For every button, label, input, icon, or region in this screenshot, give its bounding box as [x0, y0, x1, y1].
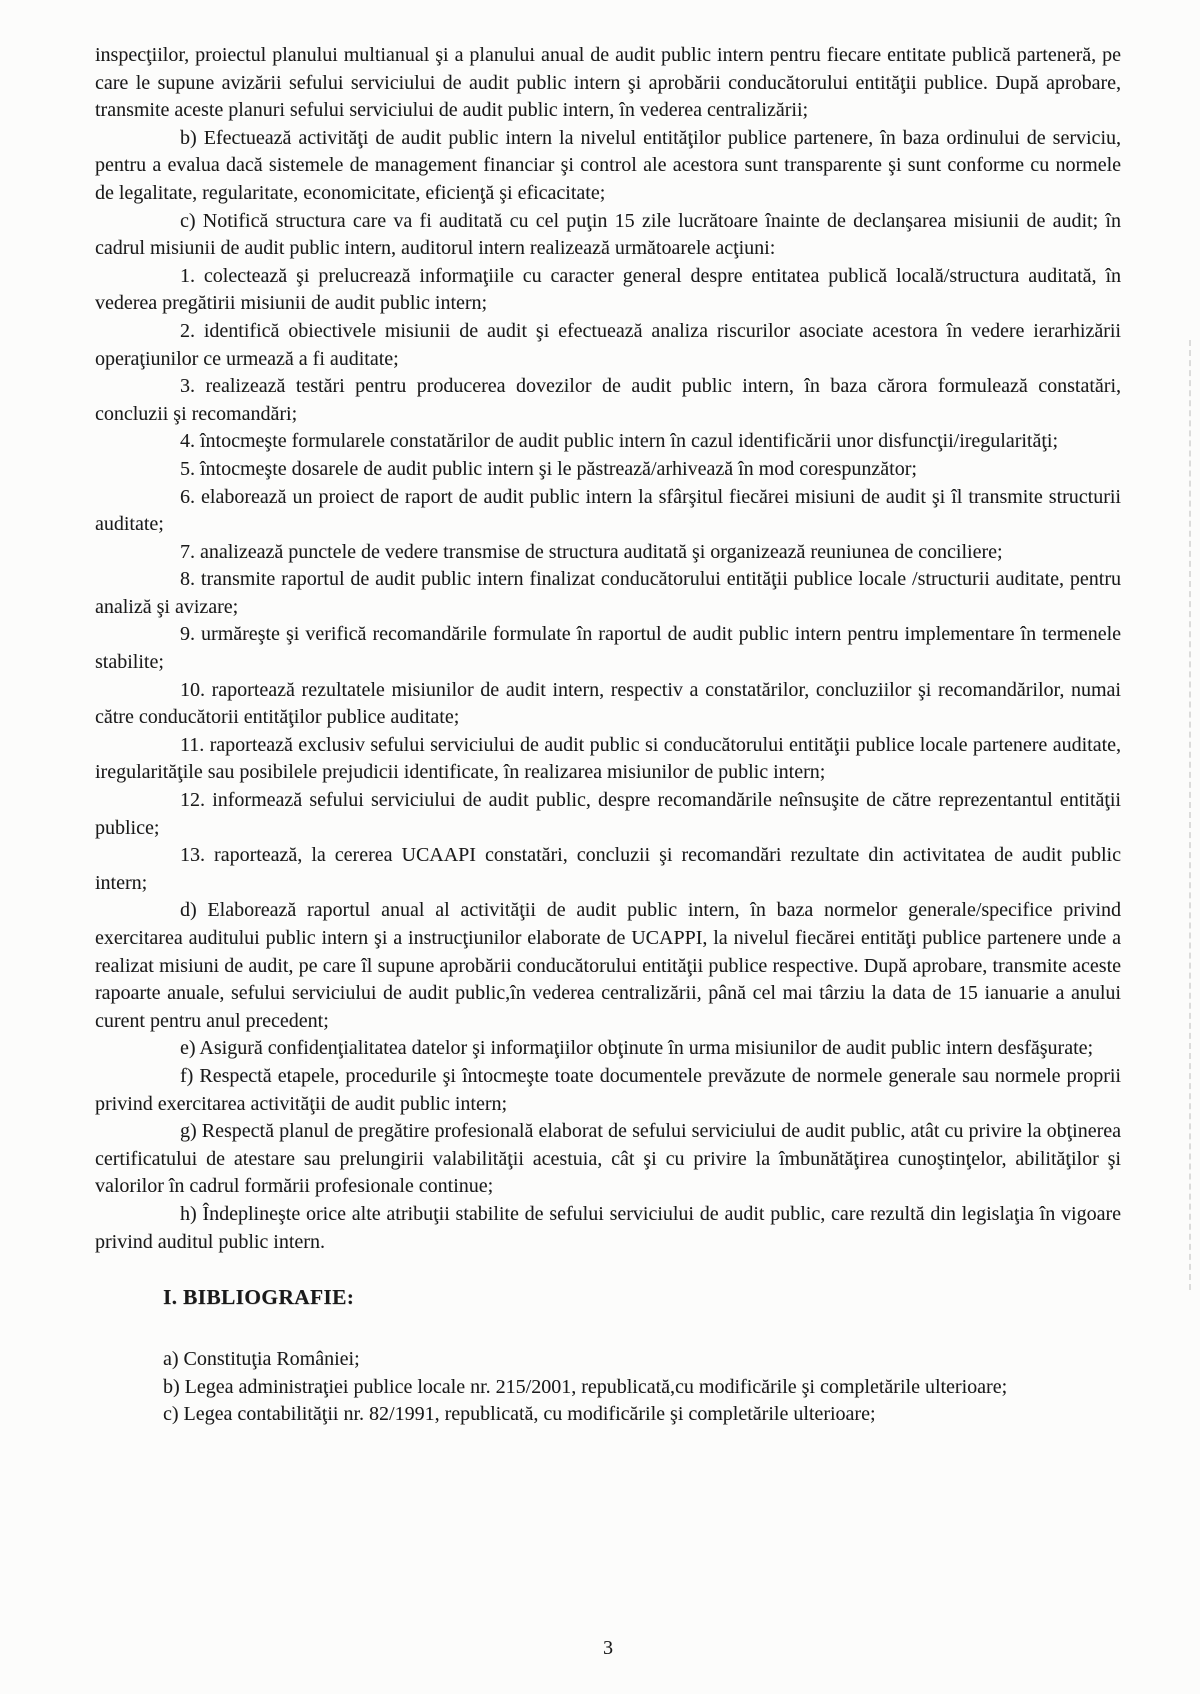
list-item-7: 7. analizează punctele de vedere transmise de structura auditată şi organizează reuniunea de conciliere;	[180, 540, 1003, 563]
bibliography-item-b: b) Legea administraţiei publice locale nr. 215/2001, republicată,cu modificările şi completările ulterioare;	[163, 1375, 1008, 1398]
bibliography-item-c: c) Legea contabilităţii nr. 82/1991, republicată, cu modificările şi completările ulterioare;	[163, 1403, 876, 1426]
list-item-3: 3. realizează testări pentru producerea dovezilor de audit public intern, în baza cărora formulează constatări, concluzii şi recomandări;	[95, 375, 1121, 425]
list-item-5: 5. întocmeşte dosarele de audit public intern şi le păstrează/arhivează în mod corespunzător;	[180, 457, 917, 480]
list-item-2: 2. identifică obiectivele misiunii de audit şi efectuează analiza riscurilor asociate acestora în vedere ierarhizării operaţiunilor ce urmează a fi auditate;	[95, 319, 1121, 370]
list-item-13: 13. raportează, la cererea UCAAPI constatări, concluzii şi recomandări rezultate din activitatea de audit public intern;	[95, 844, 1121, 894]
paragraph-item-c: c) Notifică structura care va fi auditată cu cel puţin 15 zile lucrătoare înainte de declanşarea misiunii de audit; în cadrul misiunii de audit public intern, auditorul intern realizează următoarele acţiuni:	[95, 209, 1121, 260]
list-item-9: 9. urmăreşte şi verifică recomandările formulate în raportul de audit public intern pentru implementare în termenele stabilite;	[95, 623, 1121, 674]
bibliography-heading: I. BIBLIOGRAFIE:	[163, 1285, 355, 1310]
paragraph-item-b: b) Efectuează activităţi de audit public intern la nivelul entităţilor publice partenere, în baza ordinului de serviciu, pentru a evalua dacă sistemele de management financiar şi control ale acestora sunt transparente şi sunt conforme cu normele de legalitate, regularitate, economicitate, eficienţă şi eficacitate;	[95, 126, 1121, 204]
list-item-6: 6. elaborează un proiect de raport de audit public intern la sfârşitul fiecărei misiuni de audit şi îl transmite structurii auditate;	[95, 485, 1121, 536]
paragraph-item-e: e) Asigură confidenţialitatea datelor şi informaţiilor obţinute în urma misiunilor de audit public intern desfăşurate;	[180, 1037, 1094, 1060]
paragraph-item-f: f) Respectă etapele, procedurile şi întocmeşte toate documentele prevăzute de normele generale sau normele proprii privind exercitarea activităţii de audit public intern;	[95, 1064, 1121, 1115]
paragraph-item-d: d) Elaborează raportul anual al activităţii de audit public intern, în baza normelor generale/specifice privind exercitarea auditului public intern şi a instrucţiunilor elaborate de UCAPPI, la nivelul fiecărei entităţi publice partenere unde a realizat misiuni de audit, pe care îl supune aprobării conducătorului entităţii publice respective. După aprobare, transmite aceste rapoarte anuale, sefului serviciului de audit public,în vederea centralizării, până cel mai târziu la data de 15 ianuarie a anului curent pentru anul precedent;	[95, 899, 1121, 1032]
bibliography-item-a: a) Constituţia României;	[163, 1348, 360, 1371]
document-body	[95, 42, 1121, 1429]
list-item-11: 11. raportează exclusiv sefului serviciului de audit public si conducătorului entităţii publice locale partenere auditate, iregularităţile sau posibilele prejudicii identificate, în realizarea misiunilor de public intern;	[95, 733, 1121, 784]
list-item-8: 8. transmite raportul de audit public intern finalizat conducătorului entităţii publice locale /structurii auditate, pentru analiză şi avizare;	[95, 568, 1121, 618]
paragraph-item-g: g) Respectă planul de pregătire profesională elaborat de sefului serviciului de audit public, atât cu privire la obţinerea certificatului de atestare sau prelungirii valabilităţii acestuia, cât şi cu privire la îmbunătăţirea cunoştinţelor, abilităţilor şi valorilor în cadrul formării profesionale continue;	[95, 1120, 1121, 1198]
paragraph-intro-continuation: inspecţiilor, proiectul planului multianual şi a planului anual de audit public intern pentru fiecare entitate publică parteneră, pe care le supune avizării sefului serviciului de audit public intern şi aprobării conducătorului entităţii publice. După aprobare, transmite aceste planuri sefului serviciului de audit public intern, în vederea centralizării;	[95, 44, 1121, 122]
list-item-10: 10. raportează rezultatele misiunilor de audit intern, respectiv a constatărilor, concluziilor şi recomandărilor, numai către conducătorii entităţilor publice auditate;	[95, 678, 1121, 729]
list-item-4: 4. întocmeşte formularele constatărilor de audit public intern în cazul identificării unor disfuncţii/iregularităţi;	[180, 430, 1059, 453]
paragraph-item-h: h) Îndeplineşte orice alte atribuţii stabilite de sefului serviciului de audit public, care rezultă din legislaţia în vigoare privind auditul public intern.	[95, 1202, 1121, 1253]
list-item-12: 12. informează sefului serviciului de audit public, despre recomandările neînsuşite de către reprezentantul entităţii publice;	[95, 789, 1121, 839]
scan-artifact-line	[1189, 340, 1191, 1290]
list-item-1: 1. colectează şi prelucrează informaţiile cu caracter general despre entitatea publică locală/structura auditată, în vederea pregătirii misiunii de audit public intern;	[95, 264, 1121, 315]
page-number: 3	[603, 1637, 613, 1659]
